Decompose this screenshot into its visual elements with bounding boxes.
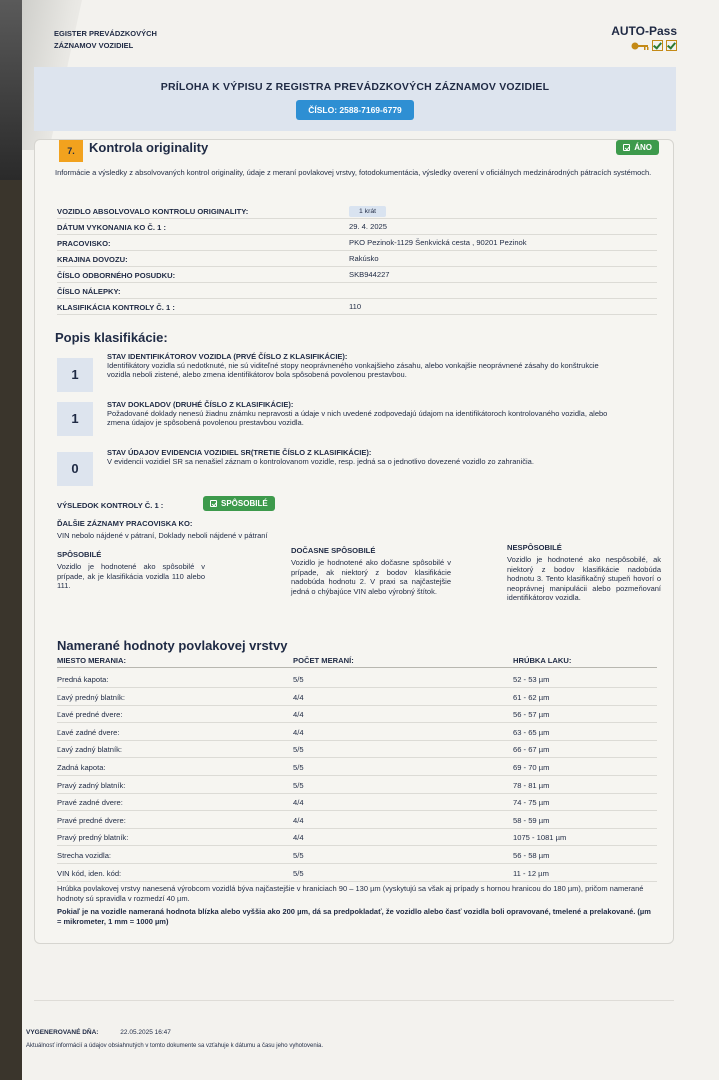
classification-title: STAV ÚDAJOV EVIDENCIA VOZIDIEL SR(TRETIE ČÍSLO Z KLASIFIKÁCIE): <box>107 448 372 457</box>
table-row <box>57 740 657 758</box>
status-badge-label: ÁNO <box>634 143 652 152</box>
field-label: PRACOVISKO: <box>57 239 111 248</box>
generated-info <box>26 1029 171 1036</box>
generated-label: VYGENEROVANÉ DŇA: <box>26 1029 99 1036</box>
field-label: KLASIFIKÁCIA KONTROLY Č. 1 : <box>57 303 175 312</box>
footer-note: Aktuálnosť informácií a údajov obsiahnutých v tomto dokumente sa vzťahuje k dátumu a času jeho vyhotovenia. <box>26 1043 324 1049</box>
count-cell: 4/4 <box>293 815 304 825</box>
field-row <box>57 220 657 235</box>
originality-section <box>34 139 674 944</box>
result-label: VÝSLEDOK KONTROLY Č. 1 : <box>57 501 164 510</box>
category-incapable <box>507 543 661 602</box>
field-row <box>57 268 657 283</box>
classification-item <box>57 352 657 394</box>
brand-name: AUTO-Pass <box>611 24 677 38</box>
thickness-cell: 56 - 57 µm <box>513 710 550 720</box>
classification-digit: 1 <box>57 402 93 436</box>
car-key-icon <box>631 41 649 51</box>
measurement-note: Hrúbka povlakovej vrstvy nanesená výrobcom vozidlá býva najčastejšie v hraniciach 90 – 130 µm (vyskytujú sa však aj prípady s hornou hranicou do 180 µm), pričom namerané hodnoty sú spravidla v rozmedzí 40 µm. <box>57 884 644 903</box>
section-title: Kontrola originality <box>89 140 209 155</box>
count-cell: 5/5 <box>293 763 304 772</box>
count-cell: 4/4 <box>293 692 304 702</box>
category-title: SPÔSOBILÉ <box>57 550 102 559</box>
thickness-cell: 56 - 58 µm <box>513 851 550 860</box>
place-cell: Pravé predné dvere: <box>57 815 126 825</box>
section-intro: Informácie a výsledky z absolvovaných kontrol originality, údaje z meraní povlakovej vrstvy, fotodokumentácia, výsledky overení v oficiálnych medzinárodných pátracích systémoch. <box>55 168 652 177</box>
field-label: KRAJINA DOVOZU: <box>57 255 128 264</box>
field-label: ČÍSLO NÁLEPKY: <box>57 287 121 296</box>
classification-title: STAV IDENTIFIKÁTOROV VOZIDLA (PRVÉ ČÍSLO Z KLASIFIKÁCIE): <box>107 352 348 361</box>
table-row <box>57 688 657 706</box>
field-value: 29. 4. 2025 <box>349 222 388 231</box>
count-cell: 5/5 <box>293 851 304 860</box>
field-value <box>349 206 386 217</box>
count-cell: 4/4 <box>293 727 304 737</box>
thickness-cell: 78 - 81 µm <box>513 780 550 790</box>
col-count-header: POČET MERANÍ: <box>293 656 354 665</box>
classification-heading: Popis klasifikácie: <box>55 330 168 345</box>
place-cell: Ľavé zadné dvere: <box>57 727 120 737</box>
classification-text: V evidencii vozidiel SR sa nenašiel záznam o kontrolovanom vozidle, resp. jedná sa o jednotlivo dovezené vozidlo zo zahraničia. <box>107 457 534 466</box>
check-icon <box>210 500 217 507</box>
result-badge <box>203 496 275 511</box>
place-cell: Ľavý zadný blatník: <box>57 745 123 755</box>
table-row <box>57 723 657 741</box>
thickness-cell: 63 - 65 µm <box>513 727 550 737</box>
classification-item <box>57 400 657 436</box>
place-cell: Ľavý predný blatník: <box>57 692 125 702</box>
field-row <box>57 252 657 267</box>
registry-line-1: EGISTER PREVÁDZKOVÝCH <box>54 29 157 38</box>
classification-digit: 0 <box>57 452 93 486</box>
measurement-warning: Pokiaľ je na vozidle nameraná hodnota blízka alebo vyššia ako 200 µm, dá sa predpokladať, že vozidlo alebo časť vozidla boli opravované, tmelené a prelakované. (µm = mikrometer, 1 mm = 1000 µm) <box>57 907 651 926</box>
count-cell: 4/4 <box>293 833 304 843</box>
count-cell: 4/4 <box>293 710 304 720</box>
count-cell: 5/5 <box>293 780 304 790</box>
place-cell: Pravý predný blatník: <box>57 833 129 843</box>
field-label: ČÍSLO ODBORNÉHO POSUDKU: <box>57 271 176 280</box>
category-text: Vozidlo je hodnotené ako nespôsobilé, ak niektorý z bodov klasifikácie nadobúda hodnotu 3. Tento klasifikačný stupeň hovorí o neoprávnej manipulácii alebo pozmeňovaní identifikátorov vozidla. <box>507 555 661 603</box>
title-banner <box>34 67 676 131</box>
count-cell: 4/4 <box>293 798 304 808</box>
category-capable <box>57 550 205 591</box>
measurements-header <box>57 654 657 668</box>
table-row <box>57 811 657 829</box>
banner-title: PRÍLOHA K VÝPISU Z REGISTRA PREVÁDZKOVÝCH ZÁZNAMOV VOZIDIEL <box>160 81 550 93</box>
category-title: DOČASNE SPÔSOBILÉ <box>291 546 376 555</box>
category-text: Vozidlo je hodnotené ako dočasne spôsobilé v prípade, ak niektorý z bodov klasifikácie nadobúda hodnotu 2. V praxi sa najčastejšie jedná o chýbajúce VIN alebo výrobný štítok. <box>291 558 451 596</box>
table-row <box>57 793 657 811</box>
thickness-cell: 52 - 53 µm <box>513 675 550 684</box>
count-cell: 5/5 <box>293 675 304 684</box>
classification-title: STAV DOKLADOV (DRUHÉ ČÍSLO Z KLASIFIKÁCIE): <box>107 400 294 409</box>
place-cell: Predná kapota: <box>57 675 109 684</box>
generated-value: 22.05.2025 16:47 <box>120 1029 171 1036</box>
table-row <box>57 864 657 882</box>
section-number: 7. <box>59 140 83 162</box>
classification-text: Identifikátory vozidla sú nedotknuté, nie sú viditeľné stopy neoprávneného vonkajšieho zásahu, alebo vonkajšie neoprávnené zásahy do konštrukcie vozidla neboli zistené, alebo zmena identifikátorov bola spôsobená povolenou prestavbou. <box>107 361 599 380</box>
field-value: Rakúsko <box>349 254 379 263</box>
document-page <box>22 0 719 1080</box>
category-text: Vozidlo je hodnotené ako spôsobilé v prípade, ak je klasifikácia vozidla 110 alebo 111. <box>57 562 205 591</box>
table-row <box>57 670 657 688</box>
table-row <box>57 776 657 794</box>
check-box-icon <box>652 40 663 51</box>
registry-header <box>54 28 157 52</box>
place-cell: Pravé zadné dvere: <box>57 798 123 808</box>
thickness-cell: 66 - 67 µm <box>513 745 550 755</box>
thickness-cell: 69 - 70 µm <box>513 763 550 772</box>
document-number: ČÍSLO: 2588-7169-6779 <box>296 100 414 120</box>
field-row <box>57 236 657 251</box>
col-place-header: MIESTO MERANIA: <box>57 656 127 665</box>
brand-logo <box>611 24 677 51</box>
place-cell: Ľavé predné dvere: <box>57 710 123 720</box>
thickness-cell: 61 - 62 µm <box>513 692 550 702</box>
status-badge <box>616 140 659 155</box>
place-cell: VIN kód, iden. kód: <box>57 868 122 878</box>
records-label: ĎALŠIE ZÁZNAMY PRACOVISKA KO: <box>57 519 193 528</box>
thickness-cell: 58 - 59 µm <box>513 815 550 825</box>
count-cell: 5/5 <box>293 868 304 878</box>
records-text: VIN nebolo nájdené v pátraní, Doklady neboli nájdené v pátraní <box>57 531 268 540</box>
table-row <box>57 828 657 846</box>
thickness-cell: 1075 - 1081 µm <box>513 833 567 843</box>
field-value: PKO Pezinok-1129 Šenkvická cesta , 90201 Pezinok <box>349 238 527 247</box>
category-temporary <box>291 546 451 596</box>
table-row <box>57 705 657 723</box>
thickness-cell: 11 - 12 µm <box>513 868 549 878</box>
count-cell: 5/5 <box>293 745 304 755</box>
place-cell: Strecha vozidla: <box>57 851 112 860</box>
place-cell: Pravý zadný blatník: <box>57 780 126 790</box>
field-label: DÁTUM VYKONANIA KO Č. 1 : <box>57 223 166 232</box>
classification-item <box>57 448 657 484</box>
divider <box>34 1000 674 1001</box>
col-thickness-header: HRÚBKA LAKU: <box>513 656 572 665</box>
field-row <box>57 284 657 299</box>
table-row <box>57 758 657 776</box>
place-cell: Zadná kapota: <box>57 763 106 772</box>
field-row <box>57 204 657 219</box>
registry-line-2: ZÁZNAMOV VOZIDIEL <box>54 41 134 50</box>
field-value: 110 <box>349 302 362 311</box>
classification-digit: 1 <box>57 358 93 392</box>
field-value: SKB944227 <box>349 270 390 279</box>
count-pill: 1 krát <box>349 206 386 217</box>
thickness-cell: 74 - 75 µm <box>513 798 550 808</box>
check-icon <box>623 144 630 151</box>
category-title: NESPÔSOBILÉ <box>507 543 562 552</box>
field-row <box>57 300 657 315</box>
table-row <box>57 846 657 864</box>
measurements-heading: Namerané hodnoty povlakovej vrstvy <box>57 638 288 653</box>
result-badge-label: SPÔSOBILÉ <box>221 499 268 508</box>
field-label: VOZIDLO ABSOLVOVALO KONTROLU ORIGINALITY: <box>57 207 249 216</box>
check-box-icon <box>666 40 677 51</box>
classification-text: Požadované doklady nenesú žiadnu známku nepravosti a údaje v nich uvedené zodpovedajú údajom na identifikátoroch kontrolovaného vozidla, alebo zmena údajov je spôsobená povolenou prestavbou vozidla. <box>107 409 608 428</box>
